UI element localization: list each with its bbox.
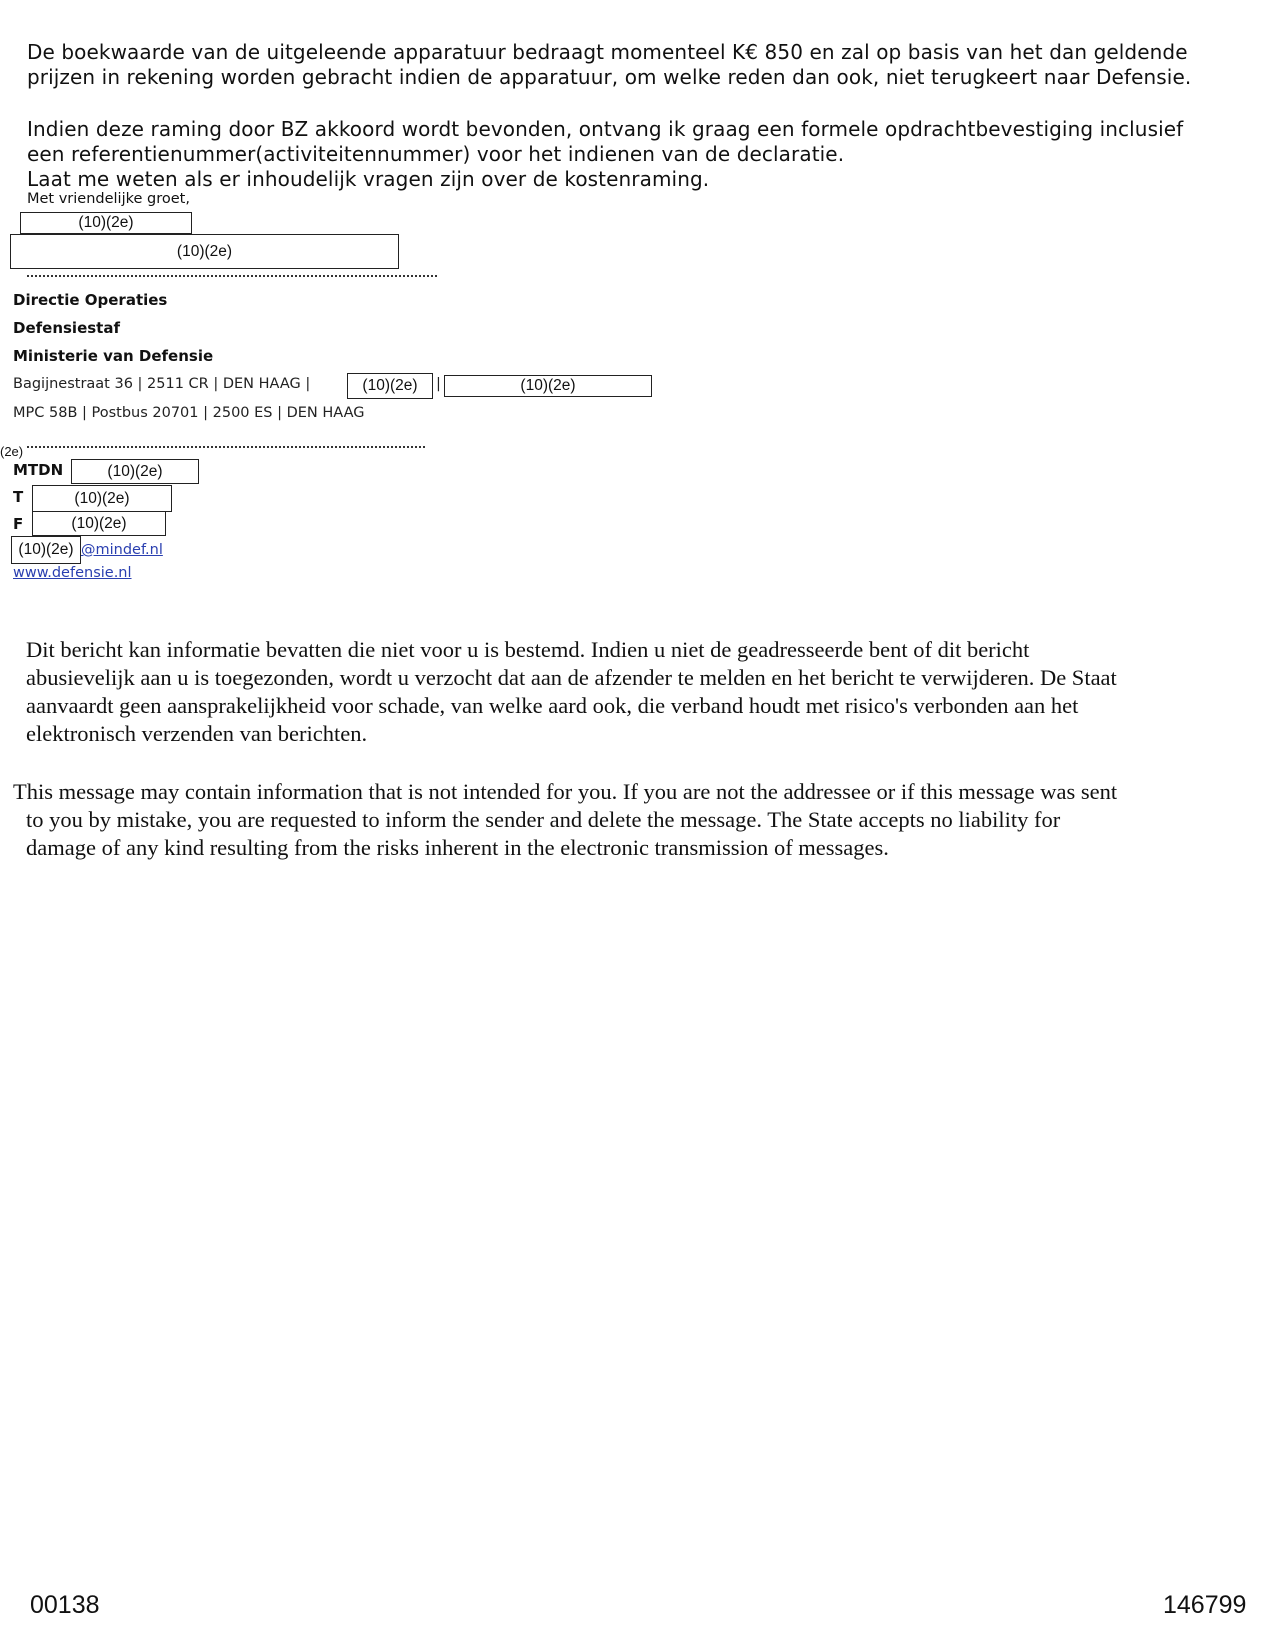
disclaimer-en-line-1: This message may contain information that is not intended for you. If you are not the addressee or if this message was sent (13, 779, 1118, 804)
body-paragraph-1-line-2: prijzen in rekening worden gebracht indien de apparatuur, om welke reden dan ook, niet terugkeert naar Defensie. (27, 65, 1192, 89)
signature-phone-label: T (13, 488, 24, 506)
disclaimer-en-line-3: damage of any kind resulting from the risks inherent in the electronic transmission of messages. (26, 835, 889, 860)
body-paragraph-1-line-1: De boekwaarde van de uitgeleende apparatuur bedraagt momenteel K€ 850 en zal op basis van het dan geldende (27, 40, 1188, 64)
redaction-box-sender-name: (10)(2e) (20, 212, 192, 234)
signature-email-link[interactable]: @mindef.nl (81, 542, 163, 558)
page-id-right: 146799 (1163, 1591, 1247, 1619)
signature-postal-address: MPC 58B | Postbus 20701 | 2500 ES | DEN HAAG (13, 405, 365, 421)
closing-greeting: Met vriendelijke groet, (27, 191, 190, 207)
signature-address: Bagijnestraat 36 | 2511 CR | DEN HAAG | (13, 376, 311, 392)
signature-ministry: Ministerie van Defensie (13, 347, 214, 365)
body-paragraph-2-line-1: Indien deze raming door BZ akkoord wordt bevonden, ontvang ik graag een formele opdrachtbevestiging inclusief (27, 117, 1184, 141)
disclaimer-nl-line-3: aanvaardt geen aansprakelijkheid voor schade, van welke aard ook, die verband houdt met risico's verbonden aan het (26, 693, 1079, 718)
body-paragraph-3: Laat me weten als er inhoudelijk vragen zijn over de kostenraming. (27, 167, 710, 191)
signature-staff: Defensiestaf (13, 319, 120, 337)
redaction-box-building: (10)(2e) (347, 373, 433, 399)
redaction-fragment: (2e) (0, 444, 24, 459)
signature-directorate: Directie Operaties (13, 291, 168, 309)
signature-mtdn-label: MTDN (13, 461, 64, 479)
signature-divider-bottom (27, 446, 425, 448)
signature-address-separator: | (436, 376, 441, 392)
redaction-box-sender-title: (10)(2e) (10, 234, 399, 269)
page-id-left: 00138 (30, 1591, 100, 1619)
redaction-box-fax: (10)(2e) (32, 511, 166, 536)
redaction-box-email-user: (10)(2e) (11, 536, 81, 564)
redaction-box-phone: (10)(2e) (32, 485, 172, 512)
body-paragraph-2-line-2: een referentienummer(activiteitennummer) voor het indienen van de declaratie. (27, 142, 845, 166)
redaction-box-room: (10)(2e) (444, 375, 652, 397)
signature-divider-top (27, 275, 437, 277)
signature-fax-label: F (13, 515, 24, 533)
disclaimer-nl-line-4: elektronisch verzenden van berichten. (26, 721, 368, 746)
disclaimer-nl-line-2: abusievelijk aan u is toegezonden, wordt u verzocht dat aan de afzender te melden en het bericht te verwijderen. De Staat (26, 665, 1117, 690)
disclaimer-nl-line-1: Dit bericht kan informatie bevatten die niet voor u is bestemd. Indien u niet de geadresseerde bent of dit bericht (26, 637, 1030, 662)
redaction-box-mtdn: (10)(2e) (71, 459, 199, 484)
disclaimer-en-line-2: to you by mistake, you are requested to inform the sender and delete the message. The State accepts no liability for (26, 807, 1061, 832)
signature-website-link[interactable]: www.defensie.nl (13, 565, 132, 581)
